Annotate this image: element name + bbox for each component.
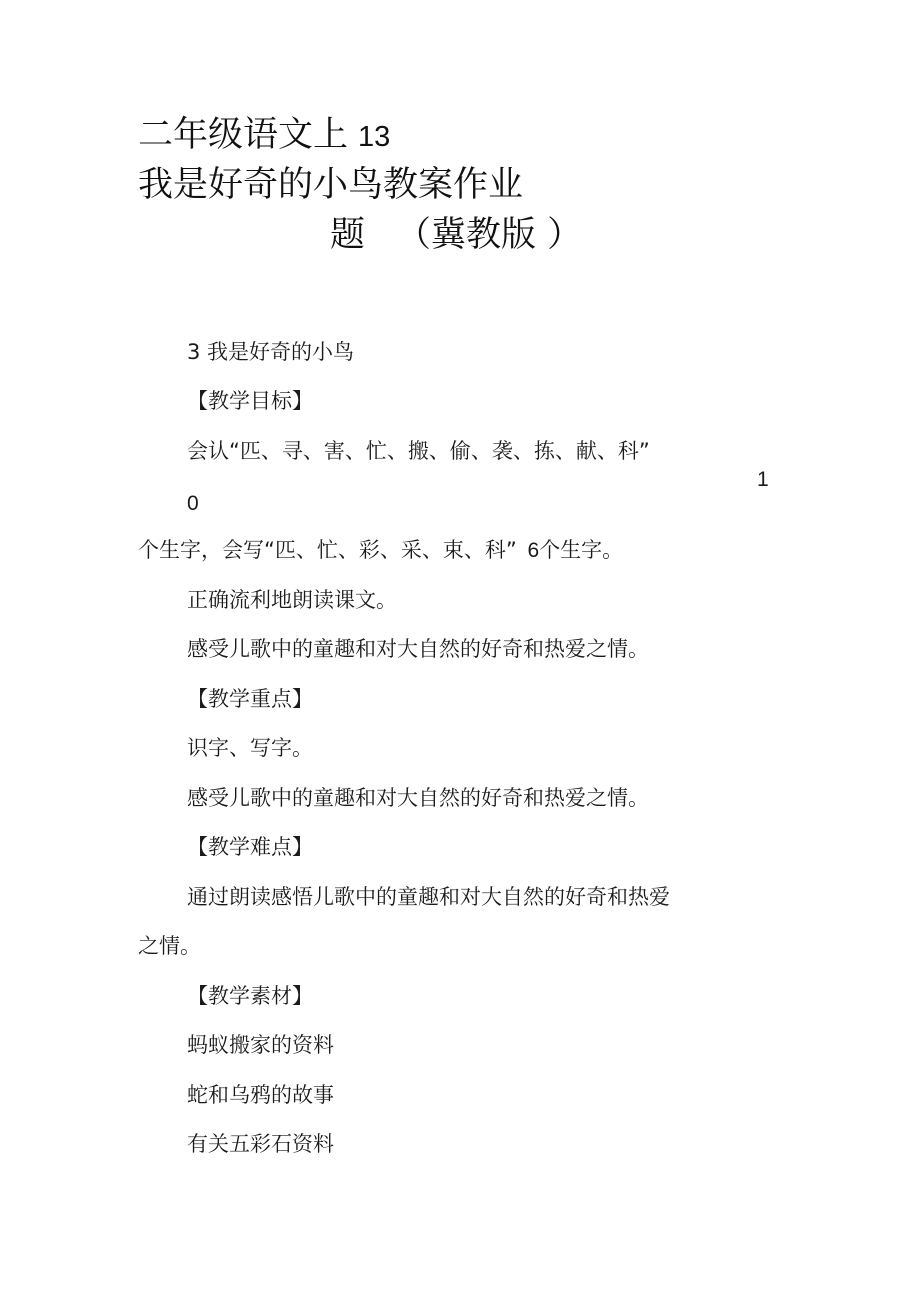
- goal-1-part-2-text-a: 个生字，会写“匹、忙、彩、采、束、科”: [138, 538, 517, 562]
- goals-heading: 【教学目标】: [187, 389, 313, 413]
- goal-1-part-2-text-b: 个生字。: [539, 538, 624, 562]
- goal-1-part-1: 会认“匹、寻、害、忙、搬、偷、袭、拣、献、科”: [187, 439, 650, 463]
- material-2: 蛇和乌鸦的故事: [187, 1083, 334, 1107]
- key-point-2: 感受儿歌中的童趣和对大自然的好奇和热爱之情。: [187, 786, 649, 810]
- title-line-1-text: 二年级语文上: [138, 115, 349, 155]
- goal-1-part-2: [138, 535, 623, 566]
- lesson-title: 3 我是好奇的小鸟: [187, 340, 355, 364]
- material-3: 有关五彩石资料: [187, 1132, 334, 1156]
- title-line-2: 我是好奇的小鸟教案作业: [138, 165, 524, 205]
- goal-1-number-b: 0: [187, 492, 199, 515]
- title-line-3-a: 题: [330, 215, 366, 255]
- difficult-point-1-line-1: 通过朗读感悟儿歌中的童趣和对大自然的好奇和热爱: [187, 885, 670, 909]
- title-line-3-b: （冀教版 ）: [396, 215, 583, 255]
- goal-1-part-2-number: 6: [527, 539, 540, 562]
- goal-1-number-a: 1: [757, 468, 769, 491]
- key-points-heading: 【教学重点】: [187, 687, 313, 711]
- goal-2: 正确流利地朗读课文。: [187, 588, 397, 612]
- difficult-points-heading: 【教学难点】: [187, 835, 313, 859]
- title-line-1-number: 13: [358, 121, 391, 153]
- key-point-1: 识字、写字。: [187, 736, 313, 760]
- material-1: 蚂蚁搬家的资料: [187, 1033, 334, 1057]
- goal-3: 感受儿歌中的童趣和对大自然的好奇和热爱之情。: [187, 637, 649, 661]
- title-line-1: [138, 113, 390, 159]
- difficult-point-1-line-2: 之情。: [138, 934, 201, 958]
- materials-heading: 【教学素材】: [187, 984, 313, 1008]
